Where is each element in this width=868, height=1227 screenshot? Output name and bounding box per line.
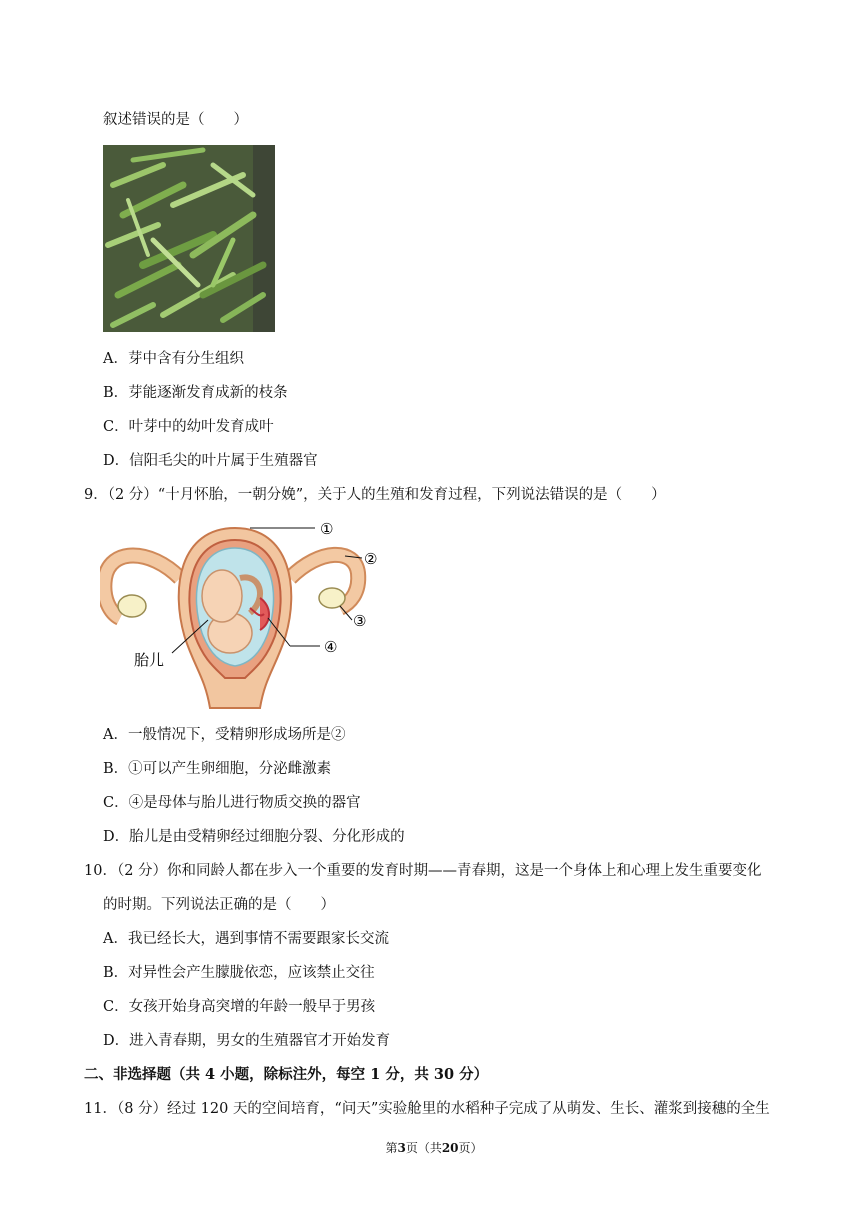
- q8-option-c: C．叶芽中的幼叶发育成叶: [103, 419, 274, 435]
- q10-stem-line1: 10．（2 分）你和同龄人都在步入一个重要的发育时期——青春期，这是一个身体上和心理上发生重要变化: [84, 863, 762, 879]
- page-footer: 第3页（共20页）: [385, 1141, 483, 1155]
- q11-stem-line1: 11．（8 分）经过 120 天的空间培育，“问天”实验舱里的水稻种子完成了从萌发、生长、灌浆到接穗的全生: [84, 1101, 770, 1117]
- q10-stem-line2: 的时期。下列说法正确的是（ ）: [103, 897, 335, 913]
- q9-option-d: D．胎儿是由受精卵经过细胞分裂、分化形成的: [103, 829, 405, 845]
- q10-option-b: B．对异性会产生朦胧依恋，应该禁止交往: [103, 965, 375, 981]
- total-page-count: 20: [441, 1141, 459, 1155]
- q8-option-d: D．信阳毛尖的叶片属于生殖器官: [103, 453, 318, 469]
- q8-option-a: A．芽中含有分生组织: [103, 351, 244, 367]
- q9-option-c: C．④是母体与胎儿进行物质交换的器官: [103, 795, 361, 811]
- q8-option-b: B．芽能逐渐发育成新的枝条: [103, 385, 288, 401]
- diagram-fetus-label: 胎儿: [134, 651, 165, 669]
- diagram-label-3: ③: [353, 612, 367, 630]
- tea-leaves-photo: [103, 145, 275, 332]
- q9-stem: 9．（2 分）“十月怀胎，一朝分娩”，关于人的生殖和发育过程，下列说法错误的是（ ）: [84, 487, 666, 503]
- diagram-label-1: ①: [320, 520, 334, 538]
- q10-option-d: D．进入青春期，男女的生殖器官才开始发育: [103, 1033, 391, 1049]
- q9-option-b: B．①可以产生卵细胞，分泌雌激素: [103, 761, 332, 777]
- diagram-label-2: ②: [364, 550, 378, 568]
- q10-option-a: A．我已经长大，遇到事情不需要跟家长交流: [103, 931, 389, 947]
- section-heading: 二、非选择题（共 4 小题，除标注外，每空 1 分，共 30 分）: [84, 1066, 489, 1083]
- q10-option-c: C．女孩开始身高突增的年龄一般早于男孩: [103, 999, 376, 1015]
- current-page-number: 3: [397, 1141, 406, 1155]
- q9-option-a: A．一般情况下，受精卵形成场所是②: [103, 727, 346, 743]
- uterus-diagram: [100, 518, 390, 710]
- diagram-label-4: ④: [324, 638, 338, 656]
- q8-stem-tail: 叙述错误的是（ ）: [103, 112, 248, 128]
